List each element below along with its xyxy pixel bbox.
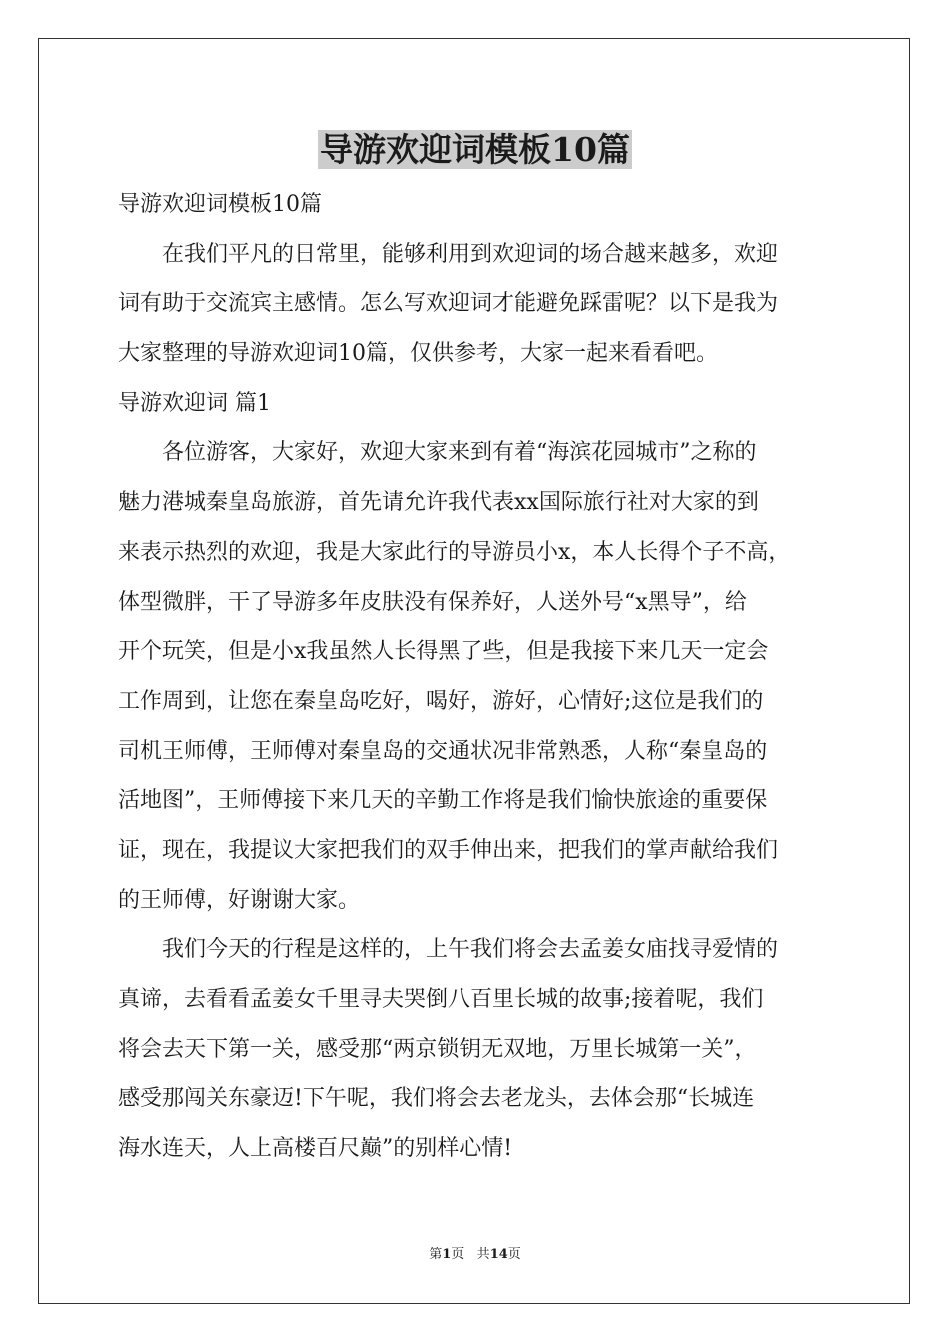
- page-footer: [0, 1246, 950, 1264]
- total-prefix: 共: [476, 1247, 490, 1262]
- text-line: 海水连天，人上高楼百尺巅”的别样心情!: [118, 1136, 513, 1162]
- text-line: 导游欢迎词模板10篇: [118, 192, 322, 217]
- text-line: 活地图”，王师傅接下来几天的辛勤工作将是我们愉快旅途的重要保: [118, 788, 768, 814]
- text-line: 在我们平凡的日常里，能够利用到欢迎词的场合越来越多，欢迎: [162, 241, 779, 267]
- text-line: 来表示热烈的欢迎，我是大家此行的导游员小x，本人长得个子不高，: [118, 539, 791, 565]
- total-suffix: 页: [507, 1247, 521, 1262]
- section-heading: 导游欢迎词 篇1: [118, 390, 271, 416]
- document-title-text: 导游欢迎词模板10篇: [320, 130, 630, 169]
- text-line: 魅力港城秦皇岛旅游，首先请允许我代表xx国际旅行社对大家的到: [118, 490, 759, 516]
- page-prefix: 第: [429, 1247, 443, 1262]
- total-pages: 14: [489, 1247, 508, 1262]
- text-line: 真谛，去看看孟姜女千里寻夫哭倒八百里长城的故事;接着呢，我们: [118, 987, 764, 1012]
- text-line: 我们今天的行程是这样的，上午我们将会去孟姜女庙找寻爱情的: [162, 937, 779, 963]
- text-line: 词有助于交流宾主感情。怎么写欢迎词才能避免踩雷呢？以下是我为: [118, 291, 779, 317]
- text-line: 的王师傅，好谢谢大家。: [118, 887, 361, 913]
- document-body: [118, 180, 838, 1174]
- text-line: 工作周到，让您在秦皇岛吃好，喝好，游好，心情好;这位是我们的: [118, 688, 764, 714]
- text-line: 司机王师傅，王师傅对秦皇岛的交通状况非常熟悉，人称“秦皇岛的: [118, 738, 768, 764]
- document-title: [0, 128, 950, 172]
- text-line: 开个玩笑，但是小x我虽然人长得黑了些，但是我接下来几天一定会: [118, 639, 769, 665]
- text-line: 各位游客，大家好，欢迎大家来到有着“海滨花园城市”之称的: [162, 440, 757, 466]
- text-line: 证，现在，我提议大家把我们的双手伸出来，把我们的掌声献给我们: [118, 837, 779, 863]
- page-number: 1: [442, 1247, 452, 1262]
- text-line: 将会去天下第一关，感受那“两京锁钥无双地，万里长城第一关”，: [118, 1036, 757, 1062]
- text-line: 大家整理的导游欢迎词10篇，仅供参考，大家一起来看看吧。: [118, 341, 718, 367]
- text-line: 体型微胖，干了导游多年皮肤没有保养好，人送外号“x黑导”，给: [118, 589, 747, 615]
- text-line: 感受那闯关东豪迈!下午呢，我们将会去老龙头，去体会那“长城连: [118, 1086, 755, 1112]
- page-suffix: 页: [451, 1247, 465, 1262]
